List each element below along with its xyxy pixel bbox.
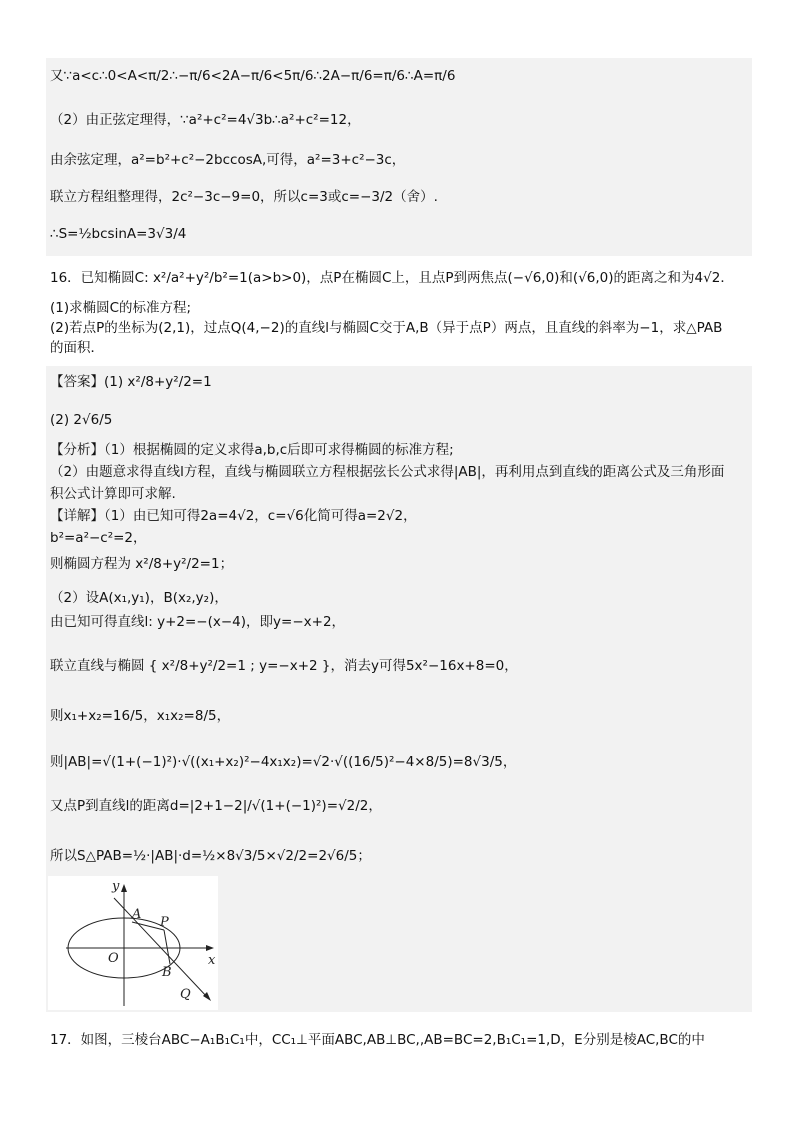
label-b: B [162, 965, 172, 980]
detail-line-eq: 由已知可得直线l: y+2=−(x−4)，即y=−x+2， [50, 614, 346, 630]
problem-16-part2: (2)若点P的坐标为(2,1)，过点Q(4,−2)的直线l与椭圆C交于A,B（异于点P）两点，且直线的斜率为−1，求△PAB [50, 320, 723, 336]
detail-2-set: （2）设A(x₁,y₁)，B(x₂,y₂)， [50, 590, 228, 606]
label-x: x [208, 953, 216, 968]
ellipse-figure [48, 876, 218, 1010]
answer-part2: (2) 2√6/5 [50, 412, 113, 428]
label-origin: O [108, 951, 119, 966]
detail-area: 所以S△PAB=½·|AB|·d=½×8√3/5×√2/2=2√6/5； [50, 848, 371, 864]
label-a: A [132, 907, 142, 922]
detail-distance: 又点P到直线l的距离d=|2+1−2|/√(1+(−1)²)=√2/2， [50, 798, 382, 814]
analysis-1: 【分析】（1）根据椭圆的定义求得a,b,c后即可求得椭圆的标准方程; [50, 442, 454, 458]
detail-vieta: 则x₁+x₂=16/5，x₁x₂=8/5， [50, 708, 231, 724]
detail-1: 【详解】（1）由已知可得2a=4√2，c=√6化简可得a=2√2， [50, 508, 417, 524]
label-q: Q [180, 987, 191, 1002]
text-line: 又∵a<c∴0<A<π/2∴−π/6<2A−π/6<5π/6∴2A−π/6=π/6∴A=π/6 [50, 68, 456, 84]
problem-17-stem: 17．如图，三棱台ABC−A₁B₁C₁中，CC₁⊥平面ABC,AB⊥BC,,AB=BC=2,B₁C₁=1,D，E分别是棱AC,BC的中 [50, 1032, 705, 1048]
detail-chord: 则|AB|=√(1+(−1)²)·√((x₁+x₂)²−4x₁x₂)=√2·√((16/5)²−4×8/5)=8√3/5， [50, 754, 517, 770]
analysis-2: （2）由题意求得直线l方程，直线与椭圆联立方程根据弦长公式求得|AB|，再利用点到直线的距离公式及三角形面 [50, 464, 725, 480]
ellipse-figure-svg [48, 876, 218, 1010]
problem-16-part2-cont: 的面积． [50, 340, 104, 356]
label-p: P [160, 915, 169, 930]
answer-label: 【答案】(1) x²/8+y²/2=1 [50, 374, 212, 390]
text-line: 联立方程组整理得，2c²−3c−9=0，所以c=3或c=−3/2（舍）. [50, 189, 438, 205]
analysis-2-cont: 积公式计算即可求解. [50, 486, 176, 502]
y-axis-arrow-icon [121, 884, 127, 892]
detail-b2: b²=a²−c²=2， [50, 530, 147, 546]
text-line: 由余弦定理，a²=b²+c²−2bccosA,可得，a²=3+c²−3c， [50, 152, 406, 168]
detail-ellipse-eq: 则椭圆方程为 x²/8+y²/2=1； [50, 556, 234, 572]
segment-pb [164, 930, 170, 964]
problem-16-part1: (1)求椭圆C的标准方程; [50, 300, 192, 316]
text-line: （2）由正弦定理得，∵a²+c²=4√3b∴a²+c²=12， [50, 112, 361, 128]
label-y: y [112, 879, 120, 894]
problem-16-stem: 16．已知椭圆C: x²/a²+y²/b²=1(a>b>0)，点P在椭圆C上，且点P到两焦点(−√6,0)和(√6,0)的距离之和为4√2． [50, 270, 734, 286]
x-axis-arrow-icon [206, 945, 214, 951]
detail-system: 联立直线与椭圆 { x²/8+y²/2=1 ; y=−x+2 }，消去y可得5x²−16x+8=0， [50, 658, 518, 674]
text-line: ∴S=½bcsinA=3√3/4 [50, 226, 187, 242]
